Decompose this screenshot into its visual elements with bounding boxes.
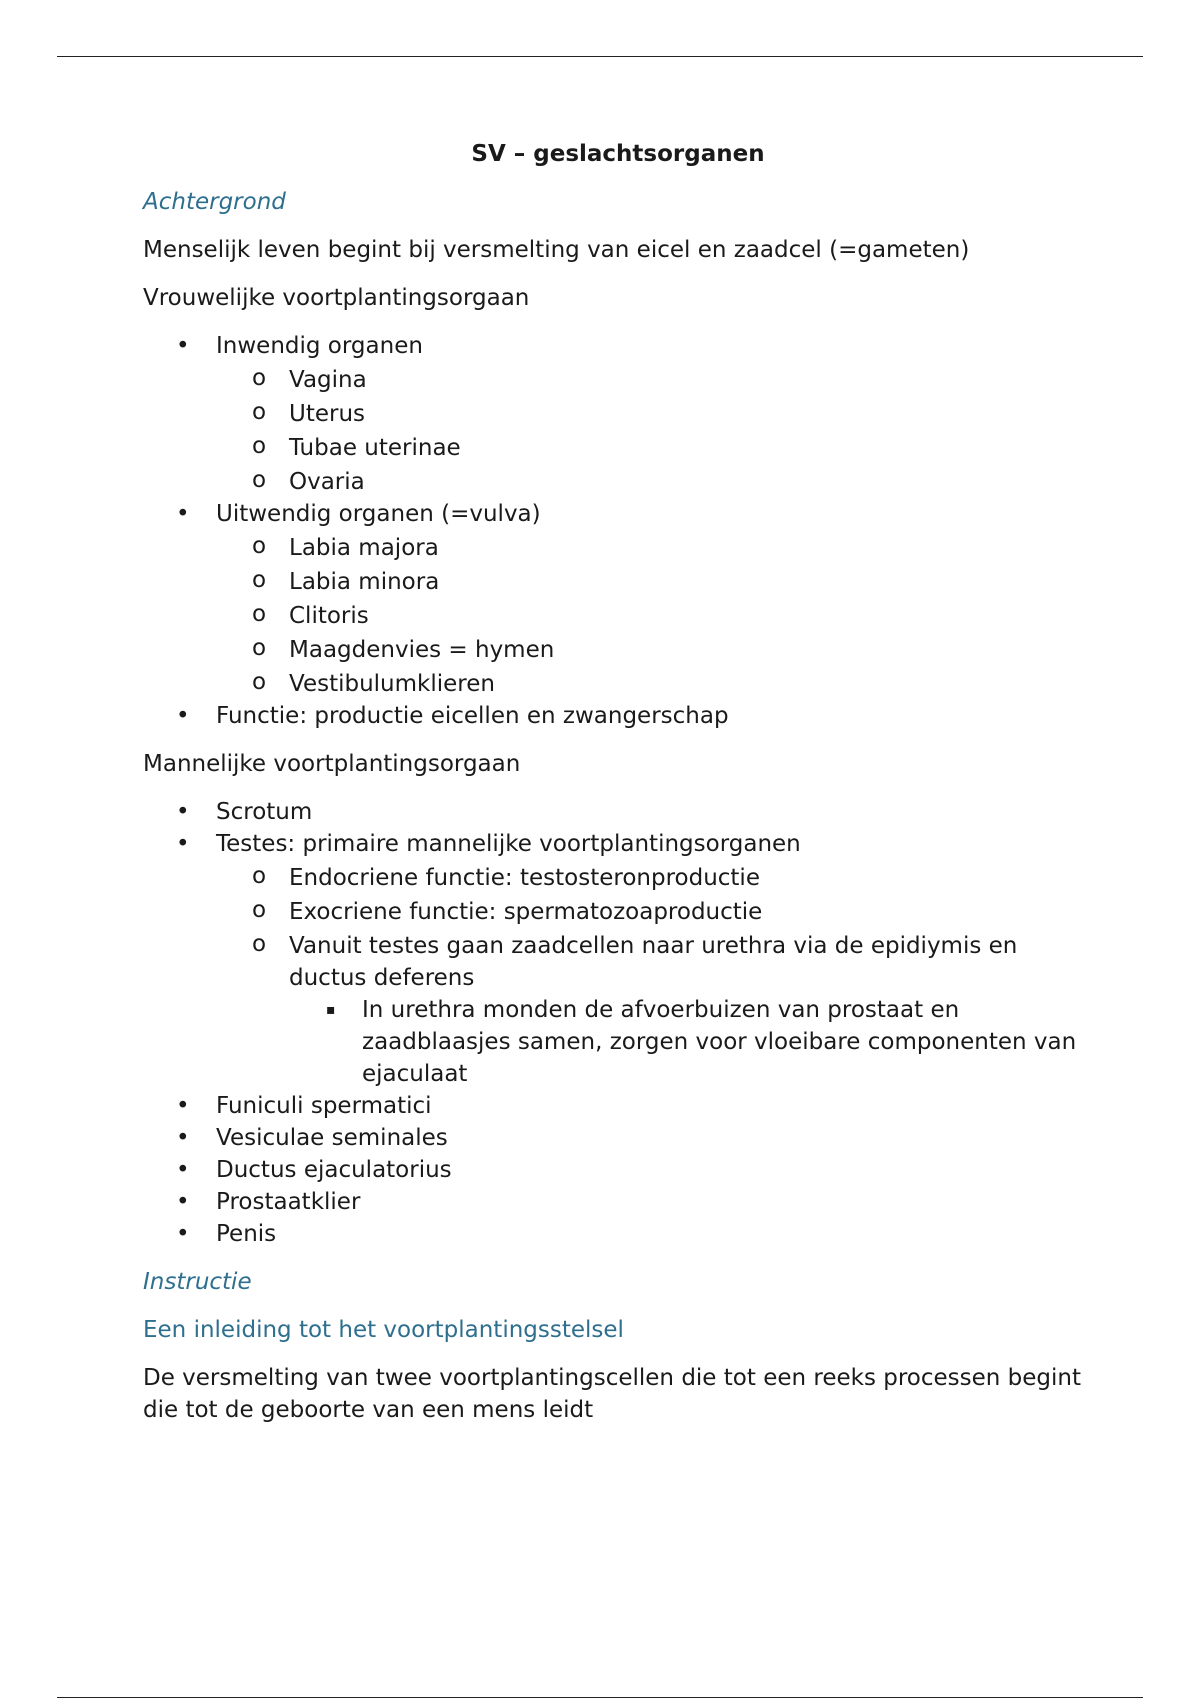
list-item — [143, 634, 1083, 666]
bullet-circle: o — [252, 433, 267, 459]
list-item-label: Labia minora — [289, 569, 440, 595]
female-list — [143, 330, 1083, 732]
bullet-circle: o — [252, 399, 267, 425]
bullet-dot: • — [176, 333, 190, 359]
list-item — [143, 1154, 1083, 1186]
list-item-label: Functie: productie eicellen en zwangerschap — [216, 703, 729, 729]
list-item — [143, 828, 1083, 1090]
list-item-label: Vestibulumklieren — [289, 671, 495, 697]
bullet-dot: • — [176, 1125, 190, 1151]
list-item — [143, 432, 1083, 464]
list-item — [143, 930, 1083, 1090]
male-heading: Mannelijke voortplantingsorgaan — [143, 751, 521, 777]
bullet-circle: o — [252, 669, 267, 695]
external-organs-list — [143, 532, 1083, 700]
intro-paragraph: Menselijk leven begint bij versmelting van eicel en zaadcel (=gameten) — [143, 237, 970, 263]
bullet-dot: • — [176, 1221, 190, 1247]
document-body — [143, 138, 1083, 1442]
bullet-dot: • — [176, 1093, 190, 1119]
list-item-label: Inwendig organen — [216, 333, 423, 359]
list-item — [143, 566, 1083, 598]
bullet-circle: o — [252, 533, 267, 559]
bullet-circle: o — [252, 601, 267, 627]
top-divider — [57, 56, 1143, 57]
list-item-label: Vesiculae seminales — [216, 1125, 448, 1151]
bullet-circle: o — [252, 567, 267, 593]
bullet-circle: o — [252, 635, 267, 661]
bullet-circle: o — [252, 365, 267, 391]
list-item — [143, 1090, 1083, 1122]
list-item-label: Testes: primaire mannelijke voortplantingsorganen — [216, 831, 801, 857]
list-item-label: Ductus ejaculatorius — [216, 1157, 452, 1183]
bullet-square: ▪ — [326, 1002, 336, 1018]
list-item — [143, 398, 1083, 430]
list-item-label: Vanuit testes gaan zaadcellen naar urethra via de epidiymis en ductus deferens — [289, 933, 1018, 991]
closing-paragraph: De versmelting van twee voortplantingscellen die tot een reeks processen begint die tot de geboorte van een mens leidt — [143, 1365, 1082, 1423]
bullet-circle: o — [252, 467, 267, 493]
list-item — [143, 700, 1083, 732]
list-item — [143, 600, 1083, 632]
list-item-label: Ovaria — [289, 469, 365, 495]
page-title: SV – geslachtsorganen — [471, 141, 765, 167]
bottom-divider — [57, 1697, 1143, 1698]
testes-list — [143, 862, 1083, 1090]
list-item-label: Labia majora — [289, 535, 439, 561]
list-item — [143, 498, 1083, 700]
list-item-label: Uitwendig organen (=vulva) — [216, 501, 541, 527]
list-item — [143, 1218, 1083, 1250]
bullet-dot: • — [176, 799, 190, 825]
list-item — [143, 1122, 1083, 1154]
list-item-label: Clitoris — [289, 603, 369, 629]
list-item-label: Prostaatklier — [216, 1189, 361, 1215]
list-item-label: Penis — [216, 1221, 277, 1247]
bullet-dot: • — [176, 703, 190, 729]
list-item-label: Vagina — [289, 367, 367, 393]
internal-organs-list — [143, 364, 1083, 498]
male-list — [143, 796, 1083, 1250]
list-item — [143, 994, 1083, 1090]
list-item — [143, 1186, 1083, 1218]
bullet-dot: • — [176, 831, 190, 857]
list-item-label: Funiculi spermatici — [216, 1093, 432, 1119]
list-item — [143, 364, 1083, 396]
bullet-dot: • — [176, 1157, 190, 1183]
list-item — [143, 668, 1083, 700]
bullet-dot: • — [176, 501, 190, 527]
list-item-label: Tubae uterinae — [289, 435, 461, 461]
bullet-circle: o — [252, 931, 267, 957]
bullet-circle: o — [252, 897, 267, 923]
bullet-circle: o — [252, 863, 267, 889]
bullet-dot: • — [176, 1189, 190, 1215]
list-item — [143, 896, 1083, 928]
heading-achtergrond: Achtergrond — [143, 189, 286, 215]
list-item-label: Maagdenvies = hymen — [289, 637, 555, 663]
list-item-label: Uterus — [289, 401, 366, 427]
heading-inleiding: Een inleiding tot het voortplantingsstelsel — [143, 1317, 624, 1343]
female-heading: Vrouwelijke voortplantingsorgaan — [143, 285, 530, 311]
list-item — [143, 532, 1083, 564]
list-item-label: Scrotum — [216, 799, 313, 825]
list-item — [143, 862, 1083, 894]
list-item — [143, 330, 1083, 498]
heading-instructie: Instructie — [143, 1269, 252, 1295]
list-item — [143, 466, 1083, 498]
list-item-label: Endocriene functie: testosteronproductie — [289, 865, 760, 891]
urethra-note-list — [143, 994, 1083, 1090]
list-item-label: In urethra monden de afvoerbuizen van prostaat en zaadblaasjes samen, zorgen voor vloeibare componenten van ejaculaat — [362, 997, 1077, 1087]
list-item — [143, 796, 1083, 828]
list-item-label: Exocriene functie: spermatozoaproductie — [289, 899, 763, 925]
